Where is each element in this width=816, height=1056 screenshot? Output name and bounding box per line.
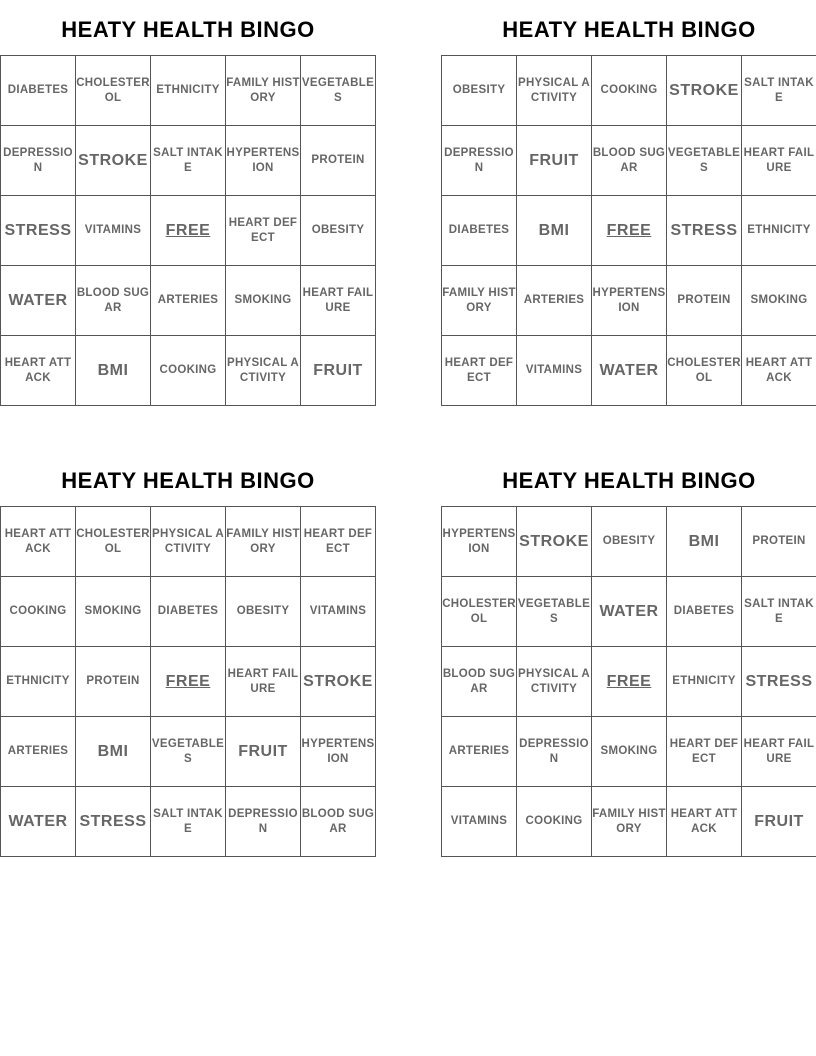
bingo-cell[interactable]: VITAMINS	[442, 787, 517, 857]
bingo-cell[interactable]: SALT INTAKE	[742, 577, 816, 647]
bingo-card-1	[0, 0, 376, 406]
bingo-cell[interactable]: HYPERTENSION	[226, 126, 301, 196]
bingo-cell[interactable]: HYPERTENSION	[592, 266, 667, 336]
bingo-cell[interactable]: BMI	[76, 717, 151, 787]
bingo-cell[interactable]: VEGETABLES	[151, 717, 226, 787]
bingo-cell[interactable]: BLOOD SUGAR	[592, 126, 667, 196]
bingo-row	[442, 647, 816, 717]
bingo-cell[interactable]: STROKE	[517, 507, 592, 577]
bingo-row	[1, 336, 376, 406]
free-space[interactable]: FREE	[151, 647, 226, 717]
bingo-cell[interactable]: HEART DEFECT	[301, 507, 376, 577]
bingo-cell[interactable]: DIABETES	[1, 56, 76, 126]
bingo-cell[interactable]: BLOOD SUGAR	[76, 266, 151, 336]
free-space[interactable]: FREE	[592, 647, 667, 717]
bingo-row	[1, 266, 376, 336]
bingo-grid	[0, 55, 376, 406]
bingo-row	[442, 577, 816, 647]
bingo-cell[interactable]: BLOOD SUGAR	[301, 787, 376, 857]
bingo-cell[interactable]: STRESS	[667, 196, 742, 266]
bingo-cell[interactable]: OBESITY	[226, 577, 301, 647]
bingo-row	[1, 787, 376, 857]
card-title: HEATY HEALTH BINGO	[61, 17, 315, 42]
bingo-cell[interactable]: HEART FAILURE	[301, 266, 376, 336]
bingo-cell[interactable]: BLOOD SUGAR	[442, 647, 517, 717]
bingo-cell[interactable]: BMI	[517, 196, 592, 266]
bingo-cell[interactable]: SALT INTAKE	[742, 56, 816, 126]
bingo-cell[interactable]: VEGETABLES	[517, 577, 592, 647]
bingo-cell[interactable]: DEPRESSION	[226, 787, 301, 857]
bingo-card-2	[441, 0, 816, 406]
bingo-row	[442, 266, 816, 336]
card-title: HEATY HEALTH BINGO	[502, 468, 756, 493]
bingo-cell[interactable]: WATER	[1, 787, 76, 857]
bingo-row	[442, 56, 816, 126]
bingo-cell[interactable]: COOKING	[1, 577, 76, 647]
bingo-cell[interactable]: SMOKING	[742, 266, 816, 336]
bingo-cell[interactable]: DIABETES	[151, 577, 226, 647]
bingo-cell[interactable]: FRUIT	[301, 336, 376, 406]
bingo-cell[interactable]: FAMILY HISTORY	[592, 787, 667, 857]
free-space[interactable]: FREE	[151, 196, 226, 266]
bingo-cell[interactable]: VEGETABLES	[667, 126, 742, 196]
bingo-card-4	[441, 451, 816, 857]
bingo-cell[interactable]: ARTERIES	[517, 266, 592, 336]
bingo-cell[interactable]: OBESITY	[442, 56, 517, 126]
bingo-cell[interactable]: VITAMINS	[517, 336, 592, 406]
bingo-row	[1, 56, 376, 126]
bingo-row	[1, 196, 376, 266]
bingo-grid	[441, 506, 816, 857]
bingo-cell[interactable]: COOKING	[151, 336, 226, 406]
bingo-cell[interactable]: BMI	[667, 507, 742, 577]
bingo-cell[interactable]: ETHNICITY	[667, 647, 742, 717]
bingo-cell[interactable]: FRUIT	[226, 717, 301, 787]
bingo-cell[interactable]: ARTERIES	[1, 717, 76, 787]
bingo-cell[interactable]: SMOKING	[76, 577, 151, 647]
bingo-grid	[441, 55, 816, 406]
bingo-cell[interactable]: PHYSICAL ACTIVITY	[517, 56, 592, 126]
bingo-cell[interactable]: CHOLESTEROL	[76, 507, 151, 577]
bingo-cell[interactable]: PROTEIN	[76, 647, 151, 717]
bingo-cell[interactable]: PROTEIN	[667, 266, 742, 336]
bingo-cell[interactable]: CHOLESTEROL	[76, 56, 151, 126]
bingo-cell[interactable]: ETHNICITY	[151, 56, 226, 126]
bingo-cell[interactable]: HEART FAILURE	[742, 126, 816, 196]
bingo-grid	[0, 506, 376, 857]
bingo-cell[interactable]: PHYSICAL ACTIVITY	[226, 336, 301, 406]
bingo-cell[interactable]: HEART ATTACK	[1, 336, 76, 406]
bingo-cell[interactable]: SALT INTAKE	[151, 787, 226, 857]
bingo-cell[interactable]: PHYSICAL ACTIVITY	[517, 647, 592, 717]
bingo-row	[442, 196, 816, 266]
bingo-cell[interactable]: FRUIT	[517, 126, 592, 196]
bingo-cell[interactable]: HEART ATTACK	[1, 507, 76, 577]
bingo-row	[1, 126, 376, 196]
bingo-row	[442, 126, 816, 196]
bingo-cell[interactable]: STRESS	[742, 647, 816, 717]
bingo-cell[interactable]: PROTEIN	[742, 507, 816, 577]
bingo-cell[interactable]: HYPERTENSION	[442, 507, 517, 577]
bingo-cell[interactable]: CHOLESTEROL	[667, 336, 742, 406]
bingo-cell[interactable]: HEART FAILURE	[226, 647, 301, 717]
bingo-cell[interactable]: HYPERTENSION	[301, 717, 376, 787]
bingo-row	[442, 787, 816, 857]
bingo-cell[interactable]: HEART ATTACK	[667, 787, 742, 857]
bingo-cell[interactable]: OBESITY	[592, 507, 667, 577]
bingo-cell[interactable]: HEART DEFECT	[667, 717, 742, 787]
bingo-cell[interactable]: HEART DEFECT	[226, 196, 301, 266]
bingo-cell[interactable]: WATER	[592, 577, 667, 647]
bingo-cell[interactable]: PROTEIN	[301, 126, 376, 196]
bingo-cell[interactable]: STROKE	[301, 647, 376, 717]
bingo-cell[interactable]: VITAMINS	[76, 196, 151, 266]
bingo-cell[interactable]: DEPRESSION	[442, 126, 517, 196]
bingo-row	[442, 717, 816, 787]
bingo-row	[442, 336, 816, 406]
bingo-cell[interactable]: COOKING	[592, 56, 667, 126]
bingo-cell[interactable]: DEPRESSION	[517, 717, 592, 787]
bingo-row	[1, 507, 376, 577]
bingo-cell[interactable]: CHOLESTEROL	[442, 577, 517, 647]
bingo-card-3	[0, 451, 376, 857]
bingo-cell[interactable]: FRUIT	[742, 787, 816, 857]
bingo-cell[interactable]: WATER	[1, 266, 76, 336]
bingo-cell[interactable]: STRESS	[76, 787, 151, 857]
bingo-cell[interactable]: BMI	[76, 336, 151, 406]
bingo-cell[interactable]: ETHNICITY	[742, 196, 816, 266]
bingo-cell[interactable]: DIABETES	[442, 196, 517, 266]
bingo-cell[interactable]: OBESITY	[301, 196, 376, 266]
bingo-row	[1, 577, 376, 647]
bingo-cell[interactable]: COOKING	[517, 787, 592, 857]
bingo-row	[1, 647, 376, 717]
free-space[interactable]: FREE	[592, 196, 667, 266]
bingo-cell[interactable]: HEART DEFECT	[442, 336, 517, 406]
bingo-cell[interactable]: ETHNICITY	[1, 647, 76, 717]
card-title: HEATY HEALTH BINGO	[502, 17, 756, 42]
bingo-cell[interactable]: FAMILY HISTORY	[226, 507, 301, 577]
bingo-cell[interactable]: WATER	[592, 336, 667, 406]
bingo-cell[interactable]: HEART FAILURE	[742, 717, 816, 787]
bingo-cell[interactable]: SALT INTAKE	[151, 126, 226, 196]
bingo-cell[interactable]: DEPRESSION	[1, 126, 76, 196]
bingo-row	[442, 507, 816, 577]
bingo-cell[interactable]: DIABETES	[667, 577, 742, 647]
bingo-cell[interactable]: STRESS	[1, 196, 76, 266]
bingo-cell[interactable]: FAMILY HISTORY	[226, 56, 301, 126]
bingo-cell[interactable]: VITAMINS	[301, 577, 376, 647]
bingo-cell[interactable]: HEART ATTACK	[742, 336, 816, 406]
bingo-row	[1, 717, 376, 787]
bingo-cell[interactable]: SMOKING	[592, 717, 667, 787]
bingo-cell[interactable]: SMOKING	[226, 266, 301, 336]
bingo-cell[interactable]: STROKE	[667, 56, 742, 126]
bingo-cell[interactable]: ARTERIES	[151, 266, 226, 336]
bingo-cell[interactable]: VEGETABLES	[301, 56, 376, 126]
bingo-cell[interactable]: PHYSICAL ACTIVITY	[151, 507, 226, 577]
bingo-cell[interactable]: STROKE	[76, 126, 151, 196]
card-title: HEATY HEALTH BINGO	[61, 468, 315, 493]
bingo-cell[interactable]: ARTERIES	[442, 717, 517, 787]
bingo-cell[interactable]: FAMILY HISTORY	[442, 266, 517, 336]
